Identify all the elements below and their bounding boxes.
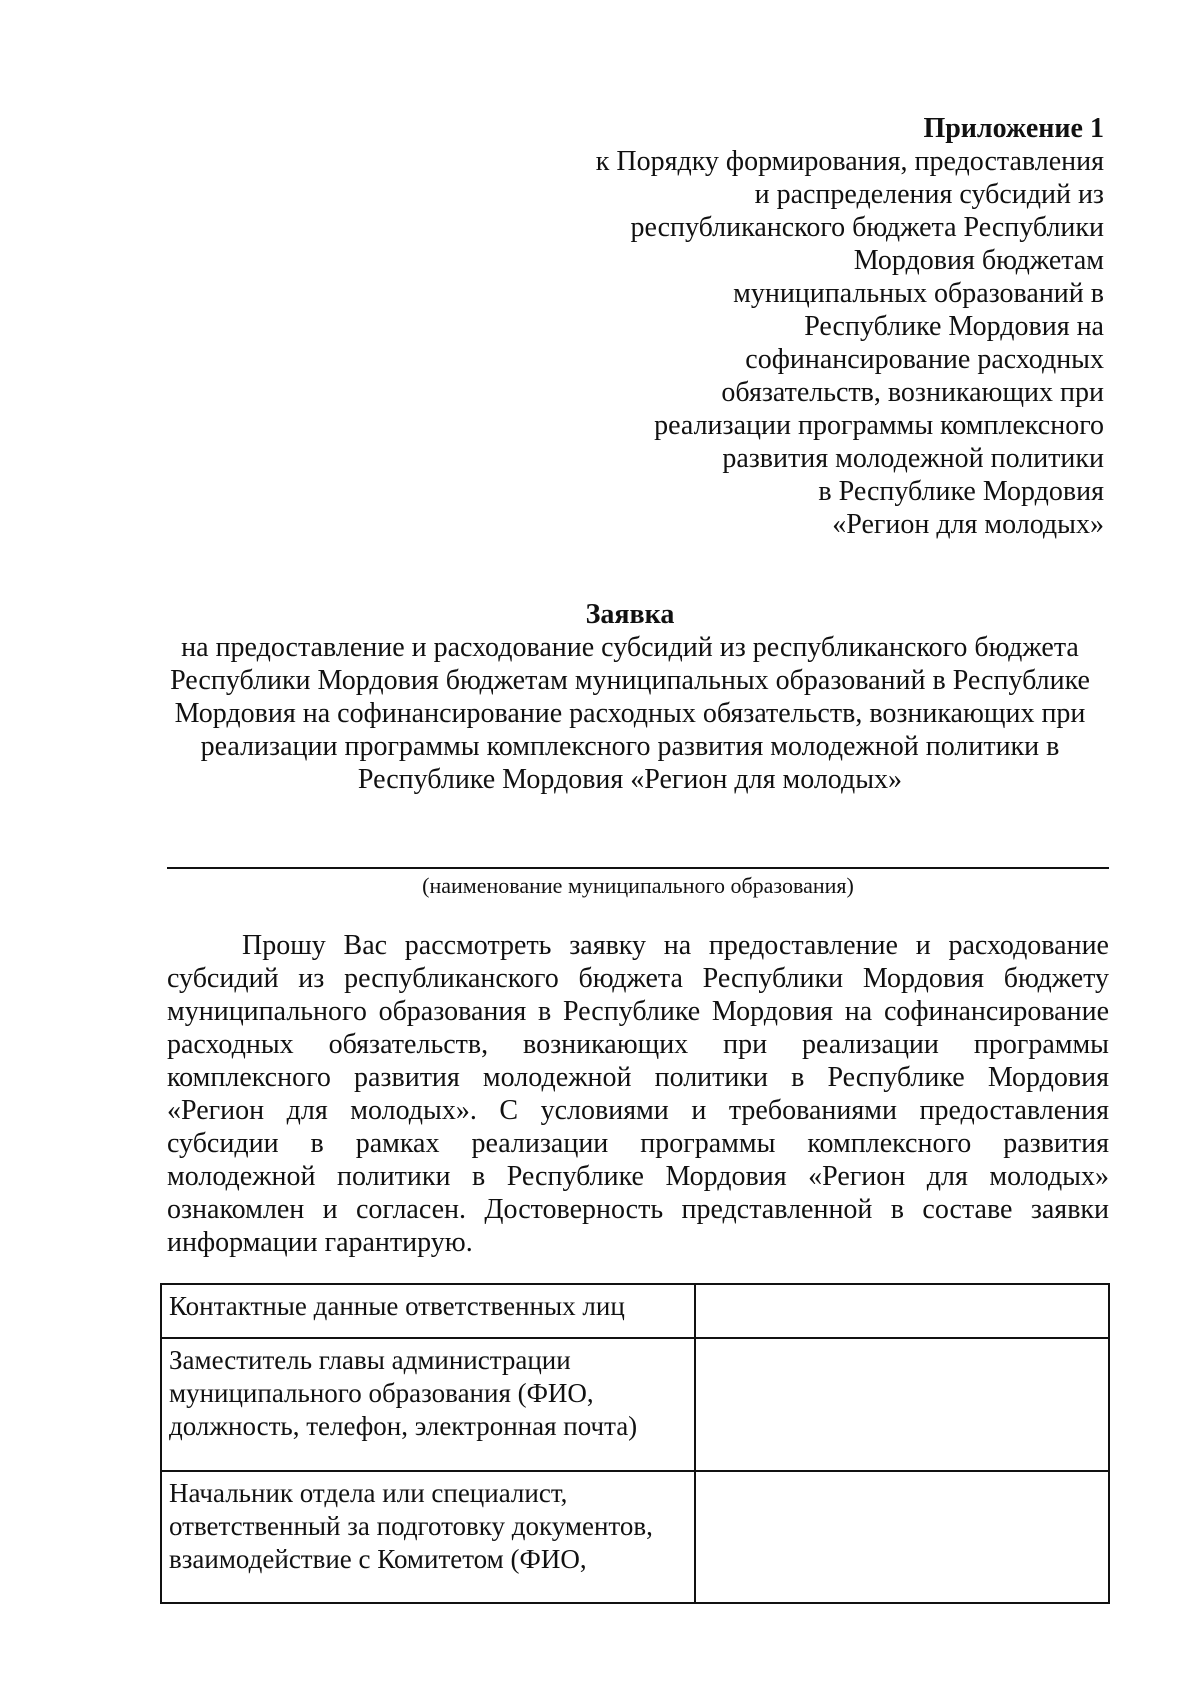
request-line: расходных обязательств, возникающих при реализации программы <box>167 1029 1109 1060</box>
cell-text-line: Начальник отдела или специалист, <box>169 1478 568 1508</box>
appendix-line: обязательств, возникающих при <box>721 377 1104 408</box>
application-title-line: на предоставление и расходование субсидий из республиканского бюджета <box>181 632 1079 663</box>
appendix-line: в Республике Мордовия <box>818 476 1104 507</box>
appendix-line: реализации программы комплексного <box>654 410 1104 441</box>
appendix-line: Республике Мордовия на <box>804 311 1104 342</box>
appendix-line: и распределения субсидий из <box>754 179 1104 210</box>
appendix-line: Мордовия бюджетам <box>853 245 1104 276</box>
table-cell-value <box>695 1284 1109 1338</box>
application-title-line: реализации программы комплексного развития молодежной политики в <box>200 731 1060 762</box>
appendix-line: муниципальных образований в <box>733 278 1104 309</box>
appendix-line: развития молодежной политики <box>722 443 1104 474</box>
request-line: субсидий из республиканского бюджета Республики Мордовия бюджету <box>167 963 1109 994</box>
request-paragraph <box>167 929 1109 1259</box>
cell-text-line: взаимодействие с Комитетом (ФИО, <box>169 1544 587 1574</box>
request-line: ознакомлен и согласен. Достоверность представленной в составе заявки <box>167 1194 1109 1225</box>
application-heading: Заявка <box>585 599 675 630</box>
table-row <box>161 1284 1109 1338</box>
contacts-table <box>160 1283 1110 1604</box>
application-title-line: Мордовия на софинансирование расходных обязательств, возникающих при <box>174 698 1086 729</box>
table-row <box>161 1338 1109 1471</box>
request-line: Прошу Вас рассмотреть заявку на предоставление и расходование <box>242 930 1109 961</box>
cell-text-line: Заместитель главы администрации <box>169 1345 571 1375</box>
table-cell-label <box>161 1284 695 1338</box>
application-title <box>150 598 1110 796</box>
request-line: молодежной политики в Республике Мордовия «Регион для молодых» <box>167 1161 1109 1192</box>
request-line: «Регион для молодых». С условиями и требованиями предоставления <box>167 1095 1109 1126</box>
cell-text-line: ответственный за подготовку документов, <box>169 1511 653 1541</box>
appendix-line: софинансирование расходных <box>745 344 1104 375</box>
request-line: комплексного развития молодежной политики в Республике Мордовия <box>167 1062 1109 1093</box>
cell-text-line: муниципального образования (ФИО, <box>169 1378 594 1408</box>
table-cell-value <box>695 1338 1109 1471</box>
application-title-line: Республике Мордовия «Регион для молодых» <box>357 764 903 795</box>
appendix-line: республиканского бюджета Республики <box>630 212 1104 243</box>
table-row <box>161 1471 1109 1603</box>
appendix-title: Приложение 1 <box>923 113 1104 144</box>
appendix-header <box>544 112 1104 541</box>
request-line: субсидии в рамках реализации программы комплексного развития <box>167 1128 1109 1159</box>
request-line: информации гарантирую. <box>167 1227 473 1258</box>
application-title-line: Республики Мордовия бюджетам муниципальных образований в Республике <box>170 665 1090 696</box>
municipality-name-field <box>167 867 1109 869</box>
request-line: муниципального образования в Республике Мордовия на софинансирование <box>167 996 1109 1027</box>
table-cell-label <box>161 1338 695 1471</box>
cell-text-line: Контактные данные ответственных лиц <box>169 1291 625 1321</box>
cell-text-line: должность, телефон, электронная почта) <box>169 1411 638 1441</box>
appendix-line: к Порядку формирования, предоставления <box>595 146 1104 177</box>
table-cell-label <box>161 1471 695 1603</box>
municipality-caption: (наименование муниципального образования) <box>422 873 854 898</box>
appendix-line: «Регион для молодых» <box>832 509 1104 540</box>
table-cell-value <box>695 1471 1109 1603</box>
